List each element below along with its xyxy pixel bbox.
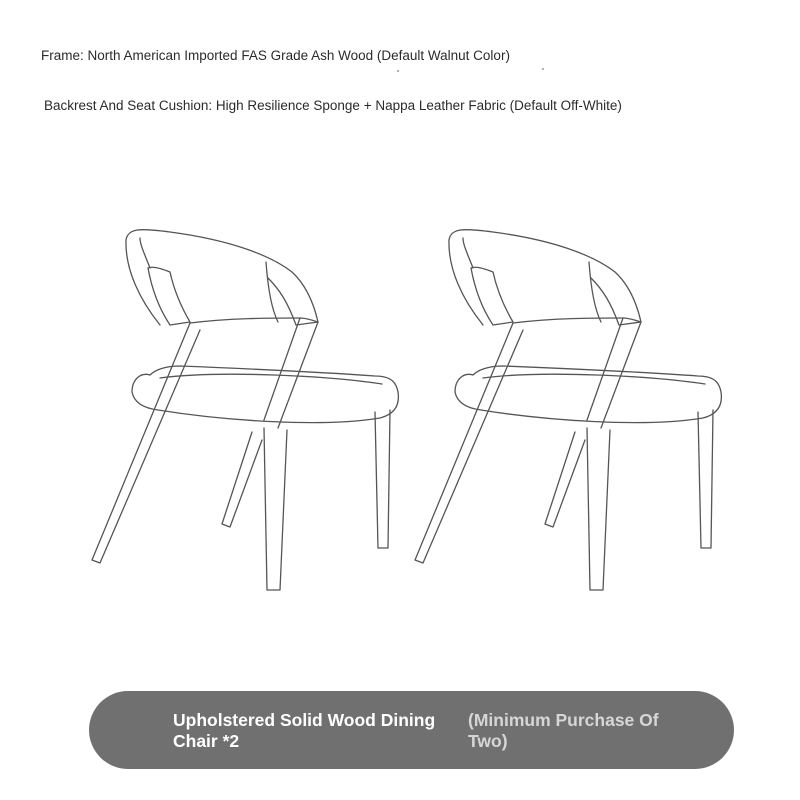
product-name: Upholstered Solid Wood Dining Chair *2 (173, 710, 436, 751)
cushion-spec-text: Backrest And Seat Cushion: High Resilience Sponge + Nappa Leather Fabric (Default Off-White) (44, 98, 622, 113)
frame-spec-text: Frame: North American Imported FAS Grade Ash Wood (Default Walnut Color) (41, 48, 510, 63)
product-title-bar (89, 691, 734, 769)
minimum-purchase-note: (Minimum Purchase Of Two) (468, 710, 659, 751)
